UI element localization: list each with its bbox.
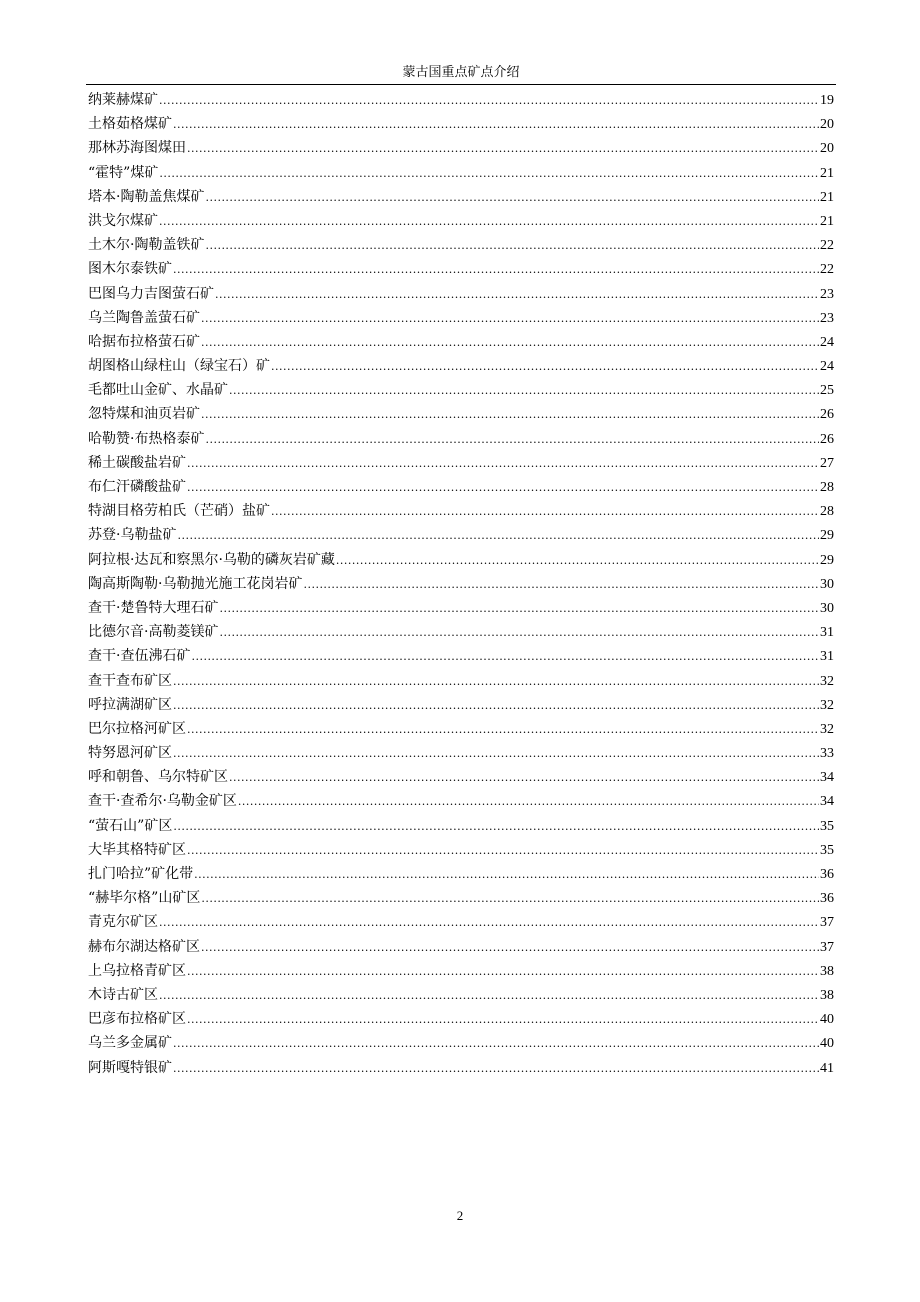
toc-entry-title[interactable]: 巴彦布拉格矿区 <box>88 1011 186 1028</box>
toc-entry[interactable] <box>88 402 834 426</box>
toc-dot-leader <box>201 331 819 355</box>
toc-entry-title[interactable]: 土木尔·陶勒盖铁矿 <box>88 237 205 254</box>
toc-entry-page[interactable]: 22 <box>820 262 834 278</box>
toc-entry-title[interactable]: 比德尔音·高勒菱镁矿 <box>88 624 219 641</box>
toc-entry-title[interactable]: 查干·查伍沸石矿 <box>88 648 191 665</box>
toc-entry[interactable] <box>88 935 834 959</box>
page-number: 2 <box>456 1208 464 1223</box>
toc-entry-title[interactable]: 查干·查希尔·乌勒金矿区 <box>88 793 237 810</box>
toc-entry-title[interactable]: 上乌拉格青矿区 <box>88 962 186 979</box>
toc-dot-leader <box>191 645 819 669</box>
toc-entry-title[interactable]: 苏登·乌勒盐矿 <box>88 527 177 544</box>
toc-entry-title[interactable]: 查干查布矿区 <box>88 672 172 689</box>
toc-entry-page[interactable]: 19 <box>820 93 834 108</box>
toc-dot-leader <box>159 911 819 935</box>
toc-entry-title[interactable]: “萤石山”矿区 <box>88 817 173 834</box>
toc-dot-leader <box>205 428 819 452</box>
toc-dot-leader <box>177 524 819 548</box>
toc-entry-page[interactable]: 26 <box>820 431 834 447</box>
toc-dot-leader <box>215 283 819 307</box>
toc-entry-title[interactable]: 哈勒赞·布热格泰矿 <box>88 430 205 447</box>
toc-dot-leader <box>271 500 819 524</box>
toc-entry-title[interactable]: 忽特煤和油页岩矿 <box>88 406 200 423</box>
toc-entry-title[interactable]: 毛都吐山金矿、水晶矿 <box>88 382 228 399</box>
toc-dot-leader <box>159 984 819 1008</box>
toc-entry-page[interactable]: 32 <box>820 721 834 737</box>
toc-dot-leader <box>173 258 819 282</box>
toc-entry-page[interactable]: 41 <box>820 1060 834 1076</box>
page-header-title: 蒙古国重点矿点介绍 <box>402 65 520 80</box>
toc-entry[interactable] <box>88 1031 834 1055</box>
toc-entry-page[interactable]: 30 <box>820 576 834 592</box>
toc-entry[interactable] <box>88 789 834 813</box>
toc-dot-leader <box>187 452 819 476</box>
toc-dot-leader <box>219 597 819 621</box>
toc-entry-title[interactable]: 阿拉根·达瓦和察黑尔·乌勒的磷灰岩矿藏 <box>88 551 335 568</box>
toc-dot-leader <box>173 694 819 718</box>
toc-entry-title[interactable]: 巴尔拉格河矿区 <box>88 720 186 737</box>
toc-entry-title[interactable]: 特湖目格劳柏氏（芒硝）盐矿 <box>88 503 270 520</box>
toc-entry[interactable] <box>88 378 834 402</box>
toc-entry-page[interactable]: 35 <box>820 842 834 858</box>
toc-dot-leader <box>187 839 819 863</box>
toc-entry-page[interactable]: 25 <box>820 383 834 399</box>
toc-entry-page[interactable]: 21 <box>820 189 834 205</box>
toc-entry-title[interactable]: 阿斯嘎特银矿 <box>88 1059 172 1076</box>
toc-entry-title[interactable]: 胡图格山绿柱山（绿宝石）矿 <box>88 358 270 375</box>
toc-entry-title[interactable]: “赫毕尔格”山矿区 <box>88 890 201 907</box>
toc-dot-leader <box>205 186 819 210</box>
page-header <box>86 62 836 85</box>
toc-entry-page[interactable]: 31 <box>820 649 834 665</box>
toc-entry[interactable] <box>88 112 834 136</box>
toc-entry-title[interactable]: 洪戈尔煤矿 <box>88 212 158 229</box>
toc-dot-leader <box>173 1057 819 1081</box>
toc-entry[interactable] <box>88 1056 834 1080</box>
toc-entry-title[interactable]: 大毕其格特矿区 <box>88 841 186 858</box>
toc-entry[interactable] <box>88 693 834 717</box>
toc-entry-title[interactable]: 纳莱赫煤矿 <box>88 92 158 108</box>
toc-entry-page[interactable]: 32 <box>820 697 834 713</box>
toc-entry[interactable] <box>88 257 834 281</box>
toc-entry[interactable] <box>88 983 834 1007</box>
toc-entry-page[interactable]: 20 <box>820 117 834 133</box>
toc-entry[interactable] <box>88 910 834 934</box>
toc-entry-title[interactable]: 呼拉满湖矿区 <box>88 696 172 713</box>
toc-entry-page[interactable]: 20 <box>820 141 834 157</box>
toc-entry-title[interactable]: 查干·楚鲁特大理石矿 <box>88 599 219 616</box>
toc-dot-leader <box>173 113 819 137</box>
toc-entry-page[interactable]: 36 <box>820 891 834 907</box>
toc-dot-leader <box>173 815 819 839</box>
toc-entry[interactable] <box>88 185 834 209</box>
toc-entry-page[interactable]: 21 <box>820 213 834 229</box>
toc-entry[interactable] <box>88 741 834 765</box>
toc-entry-page[interactable]: 22 <box>820 238 834 254</box>
toc-entry-page[interactable]: 23 <box>820 286 834 302</box>
toc-entry[interactable] <box>88 717 834 741</box>
toc-entry[interactable] <box>88 136 834 160</box>
toc-entry[interactable] <box>88 548 834 572</box>
toc-entry[interactable] <box>88 233 834 257</box>
toc-entry-page[interactable]: 35 <box>820 818 834 834</box>
toc-entry[interactable] <box>88 596 834 620</box>
toc-dot-leader <box>159 210 819 234</box>
toc-dot-leader <box>201 403 819 427</box>
toc-entry[interactable] <box>88 620 834 644</box>
toc-entry-title[interactable]: 赫布尔湖达格矿区 <box>88 938 200 955</box>
toc-entry-page[interactable]: 34 <box>820 770 834 786</box>
toc-entry[interactable] <box>88 959 834 983</box>
toc-dot-leader <box>201 887 819 911</box>
toc-dot-leader <box>187 137 819 161</box>
toc-entry[interactable] <box>88 644 834 668</box>
toc-dot-leader <box>205 234 819 258</box>
toc-entry[interactable] <box>88 209 834 233</box>
toc-entry[interactable] <box>88 88 834 112</box>
toc-dot-leader <box>229 766 819 790</box>
toc-entry[interactable] <box>88 161 834 185</box>
toc-entry-title[interactable]: 乌兰多金属矿 <box>88 1035 172 1052</box>
toc-dot-leader <box>173 670 819 694</box>
toc-dot-leader <box>271 355 819 379</box>
toc-dot-leader <box>303 573 819 597</box>
toc-entry-title[interactable]: 塔本·陶勒盖焦煤矿 <box>88 188 205 205</box>
toc-entry[interactable] <box>88 1007 834 1031</box>
toc-entry-title[interactable]: 木诗古矿区 <box>88 986 158 1003</box>
toc-entry-page[interactable]: 40 <box>820 1036 834 1052</box>
toc-entry[interactable] <box>88 354 834 378</box>
toc-dot-leader <box>219 621 819 645</box>
toc-entry-page[interactable]: 40 <box>820 1012 834 1028</box>
toc-entry-title[interactable]: 陶高斯陶勒·乌勒抛光施工花岗岩矿 <box>88 575 303 592</box>
toc-entry-page[interactable]: 23 <box>820 310 834 326</box>
toc-entry-page[interactable]: 33 <box>820 746 834 762</box>
toc-dot-leader <box>201 936 819 960</box>
toc-entry-page[interactable]: 32 <box>820 673 834 689</box>
toc-entry-title[interactable]: 那林苏海图煤田 <box>88 140 186 157</box>
toc-entry[interactable] <box>88 306 834 330</box>
toc-entry[interactable] <box>88 451 834 475</box>
toc-dot-leader <box>336 549 819 573</box>
toc-entry-title[interactable]: 呼和朝鲁、乌尔特矿区 <box>88 769 228 786</box>
toc-entry-title[interactable]: 哈据布拉格萤石矿 <box>88 333 200 350</box>
toc-entry-page[interactable]: 38 <box>820 987 834 1003</box>
toc-entry-title[interactable]: 特努恩河矿区 <box>88 745 172 762</box>
toc-entry-title[interactable]: 青克尔矿区 <box>88 914 158 931</box>
toc-entry[interactable] <box>88 572 834 596</box>
toc-entry[interactable] <box>88 427 834 451</box>
toc-dot-leader <box>173 742 819 766</box>
toc-dot-leader <box>238 790 819 814</box>
toc-entry-page[interactable]: 26 <box>820 407 834 423</box>
toc-entry-title[interactable]: 土格茹格煤矿 <box>88 116 172 133</box>
toc-entry-title[interactable]: 布仁汗磷酸盐矿 <box>88 479 186 495</box>
toc-entry-title[interactable]: 巴图乌力吉图萤石矿 <box>88 285 214 302</box>
toc-entry-title[interactable]: 稀土碳酸盐岩矿 <box>88 454 186 471</box>
toc-dot-leader <box>187 1008 819 1032</box>
toc-entry-title[interactable]: 扎门哈拉”矿化带 <box>88 866 194 882</box>
toc-entry-page[interactable]: 37 <box>820 939 834 955</box>
toc-dot-leader <box>159 89 819 113</box>
toc-entry-page[interactable]: 24 <box>820 334 834 350</box>
toc-entry[interactable] <box>88 765 834 789</box>
toc-entry-title[interactable]: “霍特”煤矿 <box>88 164 159 181</box>
toc-entry-page[interactable]: 30 <box>820 600 834 616</box>
toc-entry-page[interactable]: 34 <box>820 794 834 810</box>
toc-entry[interactable] <box>88 523 834 547</box>
toc-entry-page[interactable]: 24 <box>820 359 834 375</box>
toc-dot-leader <box>187 476 819 500</box>
toc-entry[interactable] <box>88 862 834 886</box>
toc-entry[interactable] <box>88 475 834 499</box>
toc-entry-page[interactable]: 37 <box>820 915 834 931</box>
toc-dot-leader <box>187 960 819 984</box>
toc-entry-page[interactable]: 29 <box>820 552 834 568</box>
toc-dot-leader <box>229 379 819 403</box>
toc-entry-title[interactable]: 图木尔泰铁矿 <box>88 261 172 278</box>
toc-entry[interactable] <box>88 499 834 523</box>
toc-entry[interactable] <box>88 282 834 306</box>
toc-dot-leader <box>159 162 819 186</box>
toc-entry[interactable] <box>88 886 834 910</box>
toc-entry[interactable] <box>88 669 834 693</box>
toc-entry-page[interactable]: 28 <box>820 504 834 520</box>
toc-dot-leader <box>201 307 819 331</box>
toc-entry-page[interactable]: 29 <box>820 528 834 544</box>
toc-dot-leader <box>173 1032 819 1056</box>
toc-entry-page[interactable]: 38 <box>820 963 834 979</box>
toc-dot-leader <box>187 718 819 742</box>
toc-entry[interactable] <box>88 838 834 862</box>
toc-entry-page[interactable]: 28 <box>820 480 834 495</box>
toc-entry-page[interactable]: 31 <box>820 625 834 641</box>
toc-entry-page[interactable]: 27 <box>820 455 834 471</box>
toc-entry[interactable] <box>88 330 834 354</box>
toc-entry-title[interactable]: 乌兰陶鲁盖萤石矿 <box>88 309 200 326</box>
toc-dot-leader <box>194 863 819 887</box>
table-of-contents <box>88 88 834 1080</box>
toc-entry-page[interactable]: 21 <box>820 165 834 181</box>
toc-entry-page[interactable]: 36 <box>820 867 834 882</box>
toc-entry[interactable] <box>88 814 834 838</box>
